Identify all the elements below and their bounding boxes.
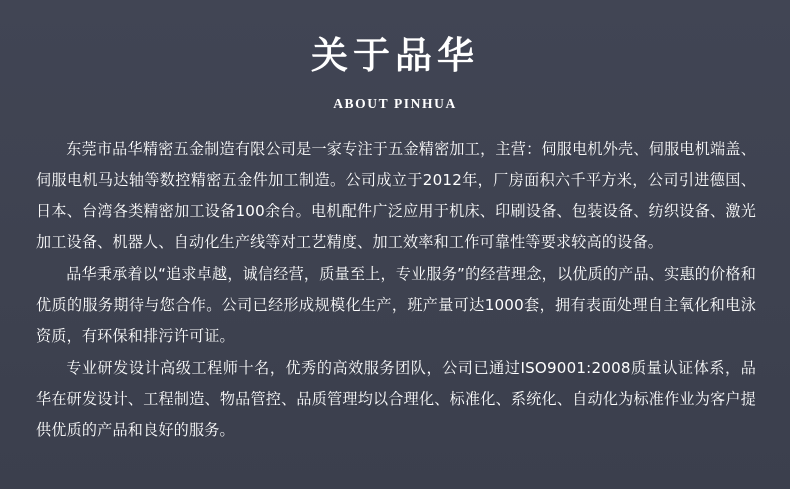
page-subtitle: ABOUT PINHUA <box>333 96 457 112</box>
page-header <box>26 0 764 112</box>
paragraph: 东莞市品华精密五金制造有限公司是一家专注于五金精密加工，主营：伺服电机外壳、伺服电机端盖、伺服电机马达轴等数控精密五金件加工制造。公司成立于2012年，厂房面积六千平方米，公司引进德国、日本、台湾各类精密加工设备100余台。电机配件广泛应用于机床、印刷设备、包装设备、纺织设备、激光加工设备、机器人、自动化生产线等对工艺精度、加工效率和工作可靠性等要求较高的设备。 <box>36 140 756 252</box>
paragraph: 专业研发设计高级工程师十名，优秀的高效服务团队，公司已通过ISO9001:2008质量认证体系，品华在研发设计、工程制造、物品管控、品质管理均以合理化、标准化、系统化、自动化为标准作业为客户提供优质的产品和良好的服务。 <box>36 359 756 440</box>
paragraph: 品华秉承着以“追求卓越，诚信经营，质量至上，专业服务”的经营理念，以优质的产品、实惠的价格和优质的服务期待与您合作。公司已经形成规模化生产，班产量可达1000套，拥有表面处理自主氧化和电泳资质，有环保和排污许可证。 <box>36 265 756 346</box>
about-body <box>26 134 764 446</box>
page-title: 关于品华 <box>311 36 479 77</box>
